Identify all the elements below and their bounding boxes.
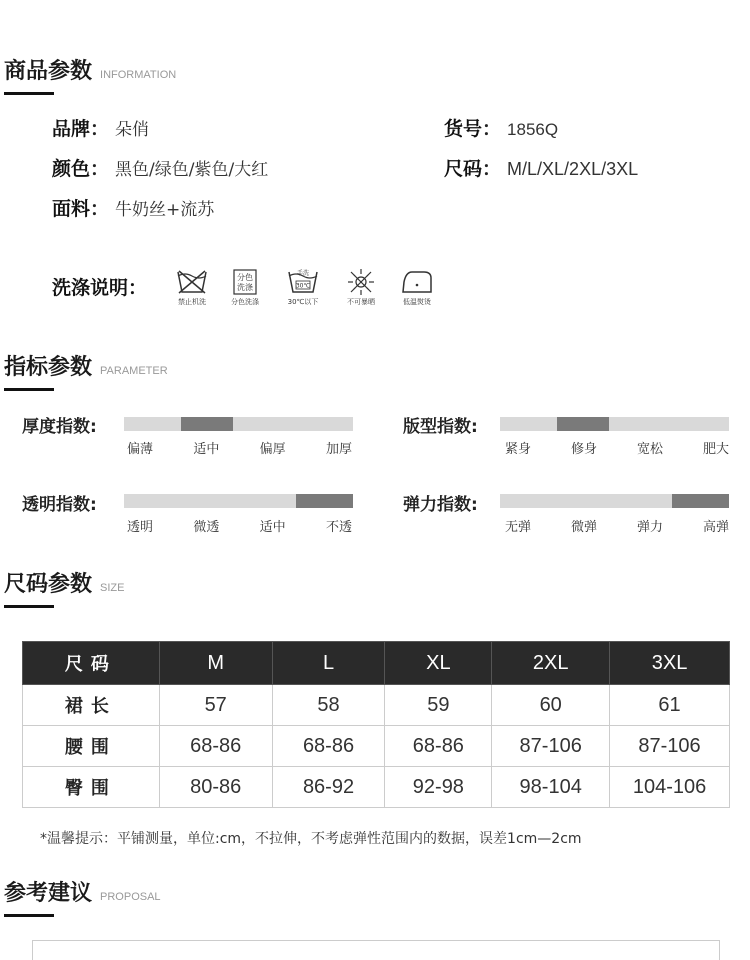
section-proposal-heading — [4, 876, 161, 907]
color-key: 颜色 — [52, 158, 91, 180]
wash-inner-text: 手洗 — [296, 270, 310, 277]
colon: ： — [90, 158, 110, 180]
table-header-cell: 尺码 — [23, 642, 160, 685]
index-tick: 修身 — [570, 442, 597, 457]
section-subtitle: SIZE — [100, 582, 125, 594]
table-cell: 104-106 — [610, 767, 730, 808]
wash-caption: 禁止机洗 — [178, 298, 206, 306]
brand-field — [52, 114, 149, 141]
size-table — [22, 641, 730, 808]
table-header-row — [23, 642, 730, 685]
thickness-index-bar — [124, 417, 353, 431]
table-header-cell: L — [272, 642, 385, 685]
thickness-index-label: 厚度指数: — [22, 417, 97, 437]
section-title: 参考建议 — [4, 881, 93, 906]
wash-label: 洗涤说明： — [52, 277, 148, 299]
sizes-value: M/L/XL/2XL/3XL — [507, 159, 639, 179]
index-tick: 弹力 — [636, 520, 663, 535]
table-header-cell: 3XL — [610, 642, 730, 685]
section-param-heading — [4, 350, 168, 381]
table-cell: 57 — [159, 685, 272, 726]
table-cell: 68-86 — [385, 726, 492, 767]
transparency-index-label: 透明指数: — [22, 495, 97, 515]
fit-index-label: 版型指数: — [403, 417, 478, 437]
proposal-box — [32, 940, 720, 960]
index-tick: 透明 — [127, 520, 154, 535]
index-tick: 无弹 — [505, 520, 532, 535]
index-level-fill — [296, 494, 353, 508]
wash-inner-text: 洗涤 — [237, 283, 253, 292]
fit-index-ticks — [505, 438, 729, 457]
wash-caption: 分色洗涤 — [231, 298, 259, 306]
section-underline — [4, 92, 54, 95]
index-tick: 适中 — [259, 520, 286, 535]
section-title: 指标参数 — [4, 355, 93, 380]
colon: ： — [482, 118, 502, 140]
table-cell: 92-98 — [385, 767, 492, 808]
index-tick: 微透 — [193, 520, 220, 535]
section-subtitle: PROPOSAL — [100, 891, 161, 903]
table-cell: 87-106 — [492, 726, 610, 767]
index-tick: 微弹 — [570, 520, 597, 535]
index-level-fill — [181, 417, 233, 431]
elasticity-index-bar — [500, 494, 729, 508]
index-tick: 紧身 — [505, 442, 532, 457]
table-row — [23, 726, 730, 767]
table-cell: 80-86 — [159, 767, 272, 808]
color-field — [52, 154, 268, 181]
index-level-fill — [557, 417, 609, 431]
table-header-cell: XL — [385, 642, 492, 685]
sizes-key: 尺码 — [444, 158, 483, 180]
table-cell: 68-86 — [159, 726, 272, 767]
transparency-index-ticks — [127, 516, 352, 535]
index-tick: 宽松 — [636, 442, 663, 457]
table-cell: 61 — [610, 685, 730, 726]
no-sun-dry-icon — [341, 268, 381, 307]
section-subtitle: PARAMETER — [100, 365, 168, 377]
index-tick: 肥大 — [702, 442, 729, 457]
table-cell: 68-86 — [272, 726, 385, 767]
wash-inner-text: 30℃ — [295, 282, 311, 290]
table-header-cell: 2XL — [492, 642, 610, 685]
fabric-value: 牛奶丝+流苏 — [115, 200, 215, 220]
table-cell: 86-92 — [272, 767, 385, 808]
table-row — [23, 685, 730, 726]
section-info-heading — [4, 54, 176, 85]
table-cell: 60 — [492, 685, 610, 726]
elasticity-index-label: 弹力指数: — [403, 495, 478, 515]
color-value: 黑色/绿色/紫色/大红 — [115, 160, 269, 180]
fit-index-bar — [500, 417, 729, 431]
index-tick: 适中 — [193, 442, 220, 457]
table-row-header: 腰围 — [23, 726, 160, 767]
section-underline — [4, 914, 54, 917]
table-header-cell: M — [159, 642, 272, 685]
table-cell: 59 — [385, 685, 492, 726]
section-underline — [4, 605, 54, 608]
table-cell: 58 — [272, 685, 385, 726]
sku-field — [444, 114, 558, 141]
fabric-key: 面料 — [52, 198, 91, 220]
index-tick: 不透 — [325, 520, 352, 535]
wash-caption: 30℃以下 — [287, 298, 319, 306]
colon: ： — [90, 198, 110, 220]
separate-color-wash-icon — [225, 268, 265, 307]
table-row-header: 裙长 — [23, 685, 160, 726]
brand-key: 品牌 — [52, 118, 91, 140]
section-underline — [4, 388, 54, 391]
wash-caption: 不可暴晒 — [347, 298, 375, 306]
fabric-field — [52, 194, 214, 221]
sizes-field — [444, 154, 638, 181]
transparency-index-bar — [124, 494, 353, 508]
no-machine-wash-icon — [172, 268, 212, 307]
index-tick: 偏薄 — [127, 442, 154, 457]
brand-value: 朵俏 — [115, 120, 150, 140]
index-level-fill — [672, 494, 729, 508]
low-temp-iron-icon — [397, 268, 437, 307]
colon: ： — [90, 118, 110, 140]
table-row — [23, 767, 730, 808]
section-title: 尺码参数 — [4, 572, 93, 597]
sku-key: 货号 — [444, 118, 483, 140]
table-cell: 87-106 — [610, 726, 730, 767]
wash-caption: 低温熨烫 — [403, 298, 431, 306]
elasticity-index-ticks — [505, 516, 729, 535]
wash-30c-icon — [283, 268, 323, 307]
section-title: 商品参数 — [4, 59, 93, 84]
thickness-index-ticks — [127, 438, 352, 457]
index-tick: 加厚 — [325, 442, 352, 457]
colon: ： — [482, 158, 502, 180]
table-cell: 98-104 — [492, 767, 610, 808]
table-row-header: 臀围 — [23, 767, 160, 808]
sku-value: 1856Q — [507, 120, 559, 139]
index-tick: 偏厚 — [259, 442, 286, 457]
index-tick: 高弹 — [702, 520, 729, 535]
wash-inner-text: 分色 — [237, 273, 253, 282]
section-subtitle: INFORMATION — [100, 69, 177, 81]
measurement-note: *温馨提示：平铺测量，单位:cm，不拉伸，不考虑弹性范围内的数据，误差1cm—2cm — [40, 831, 582, 847]
section-size-heading — [4, 567, 124, 598]
